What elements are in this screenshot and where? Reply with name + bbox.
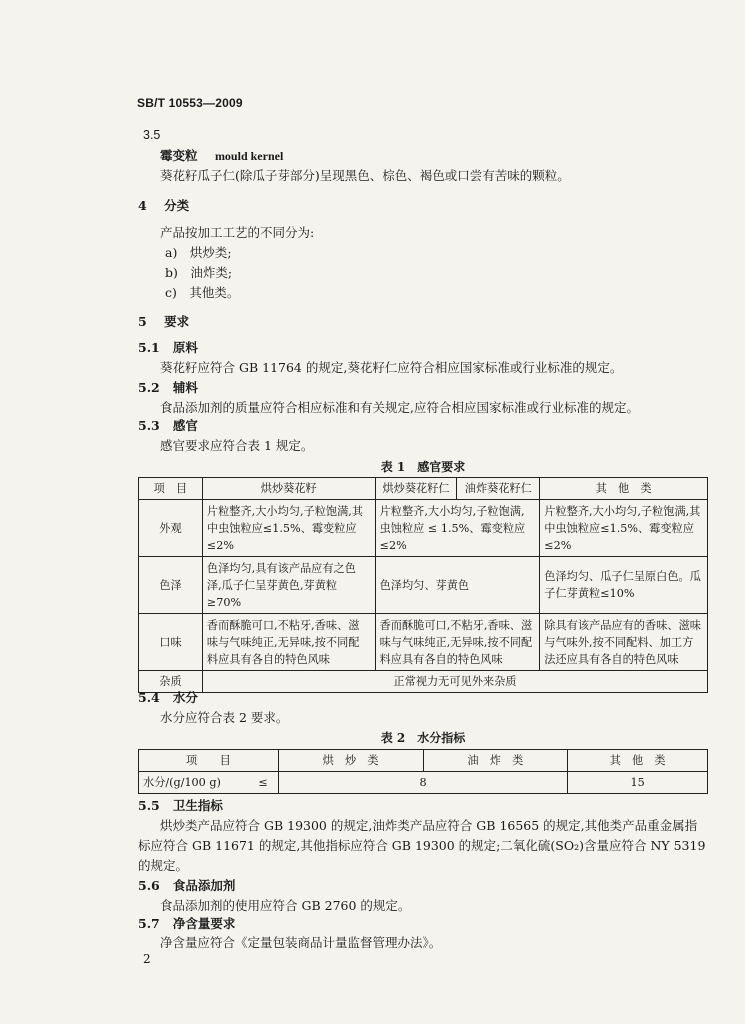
table-header: 项 目: [139, 750, 279, 772]
table-header: 其 他 类: [568, 750, 708, 772]
section-5-1-text: 葵花籽应符合 GB 11764 的规定,葵花籽仁应符合相应国家标准或行业标准的规定。: [160, 360, 623, 375]
table-cell: 香而酥脆可口,不粘牙,香味、滋味与气味纯正,无异味,按不同配料应具有各自的特色风味: [202, 614, 375, 671]
section-5-1-heading: [138, 340, 198, 356]
section-5-7-heading: [138, 916, 235, 932]
section-5-7-text: 净含量应符合《定量包装商品计量监督管理办法》。: [160, 935, 442, 950]
table-cell: 片粒整齐,大小均匀,子粒饱满,虫蚀粒应 ≤ 1.5%、霉变粒应≤2%: [375, 500, 540, 557]
term-definition: 葵花籽瓜子仁(除瓜子芽部分)呈现黑色、棕色、褐色或口尝有苦味的颗粒。: [160, 168, 570, 183]
table-header: 烘炒葵花籽: [202, 478, 375, 500]
classification-item: a) 烘炒类;: [165, 245, 232, 260]
table-header: 油 炸 类: [423, 750, 568, 772]
section-number: 5.2: [138, 380, 160, 395]
table-cell: 色泽均匀、芽黄色: [375, 557, 540, 614]
classification-item: c) 其他类。: [165, 285, 240, 300]
table-cell-item: 口味: [139, 614, 203, 671]
table-header-row: [139, 750, 708, 772]
section-title: 水分: [172, 690, 198, 705]
row-label: 水分/(g/100 g): [143, 776, 221, 789]
section-5-5-text-line: 烘炒类产品应符合 GB 19300 的规定,油炸类产品应符合 GB 16565 的规定,其他类产品重金属指: [160, 818, 698, 833]
table-header: 烘炒葵花籽仁: [375, 478, 457, 500]
standard-code: SB/T 10553—2009: [137, 96, 243, 110]
section-number: 5.1: [138, 340, 160, 355]
section-5-3-text: 感官要求应符合表 1 规定。: [160, 438, 314, 453]
table-cell: 片粒整齐,大小均匀,子粒饱满,其中虫蚀粒应≤1.5%、霉变粒应≤2%: [202, 500, 375, 557]
classification-intro: 产品按加工工艺的不同分为:: [160, 225, 315, 240]
table-cell: 15: [568, 772, 708, 794]
classification-item: b) 油炸类;: [165, 265, 233, 280]
section-5-3-heading: [138, 418, 198, 434]
section-5-4-heading: [138, 690, 198, 706]
page-number: 2: [143, 952, 151, 966]
table-header: 其 他 类: [540, 478, 708, 500]
row-operator: ≤: [258, 776, 268, 789]
section-5-6-text: 食品添加剂的使用应符合 GB 2760 的规定。: [160, 898, 411, 913]
section-number: 5.6: [138, 878, 160, 893]
term-cn: 霉变粒: [160, 148, 198, 163]
table-cell: 香而酥脆可口,不粘牙,香味、滋味与气味纯正,无异味,按不同配料应具有各自的特色风味: [375, 614, 540, 671]
section-5-heading: [138, 314, 189, 330]
section-title: 要求: [164, 314, 190, 329]
section-number: 4: [138, 198, 147, 213]
section-title: 分类: [164, 198, 190, 213]
section-title: 净含量要求: [172, 916, 236, 931]
section-title: 原料: [172, 340, 198, 355]
table-row: [139, 614, 708, 671]
table-header: 烘 炒 类: [278, 750, 423, 772]
table-2-caption: 表 2 水分指标: [380, 731, 466, 745]
table-cell-item: 杂质: [139, 671, 203, 693]
table-row: [139, 772, 708, 794]
section-number: 5.4: [138, 690, 160, 705]
section-5-5-text-line: 的规定。: [138, 858, 189, 873]
section-5-5-heading: [138, 798, 223, 814]
section-5-2-text: 食品添加剂的质量应符合相应标准和有关规定,应符合相应国家标准或行业标准的规定。: [160, 400, 639, 415]
table-row: [139, 671, 708, 693]
section-4-heading: [138, 198, 189, 214]
table-cell-item: [139, 772, 279, 794]
section-5-2-heading: [138, 380, 198, 396]
term-mould-kernel: [160, 148, 283, 164]
table-header-row: [139, 478, 708, 500]
table-cell-item: 色泽: [139, 557, 203, 614]
section-title: 辅料: [172, 380, 198, 395]
table-cell: 片粒整齐,大小均匀,子粒饱满,其中虫蚀粒应≤1.5%、霉变粒应≤2%: [540, 500, 708, 557]
table-row: [139, 557, 708, 614]
moisture-table: [138, 749, 708, 794]
table-cell: 8: [278, 772, 567, 794]
table-row: [139, 500, 708, 557]
term-en: mould kernel: [214, 149, 284, 163]
table-cell-item: 外观: [139, 500, 203, 557]
section-5-5-text-line: 标应符合 GB 11671 的规定,其他指标应符合 GB 19300 的规定;二氧化硫(SO₂)含量应符合 NY 5319: [138, 838, 706, 853]
section-number: 5: [138, 314, 147, 329]
sensory-requirements-table: [138, 477, 708, 693]
table-cell: 除具有该产品应有的香味、滋味与气味外,按不同配料、加工方法还应具有各自的特色风味: [540, 614, 708, 671]
section-number-3-5: 3.5: [143, 128, 161, 142]
section-title: 食品添加剂: [172, 878, 236, 893]
table-cell: 色泽均匀,具有该产品应有之色泽,瓜子仁呈芽黄色,芽黄粒≥70%: [202, 557, 375, 614]
section-title: 感官: [172, 418, 198, 433]
table-cell: 色泽均匀、瓜子仁呈原白色。瓜子仁芽黄粒≤10%: [540, 557, 708, 614]
table-header: 油炸葵花籽仁: [457, 478, 540, 500]
table-cell: 正常视力无可见外来杂质: [202, 671, 707, 693]
table-header: 项 目: [139, 478, 203, 500]
section-number: 5.5: [138, 798, 160, 813]
section-number: 5.7: [138, 916, 160, 931]
section-title: 卫生指标: [172, 798, 223, 813]
section-5-6-heading: [138, 878, 235, 894]
section-number: 5.3: [138, 418, 160, 433]
table-1-caption: 表 1 感官要求: [380, 460, 466, 474]
section-5-4-text: 水分应符合表 2 要求。: [160, 710, 289, 725]
